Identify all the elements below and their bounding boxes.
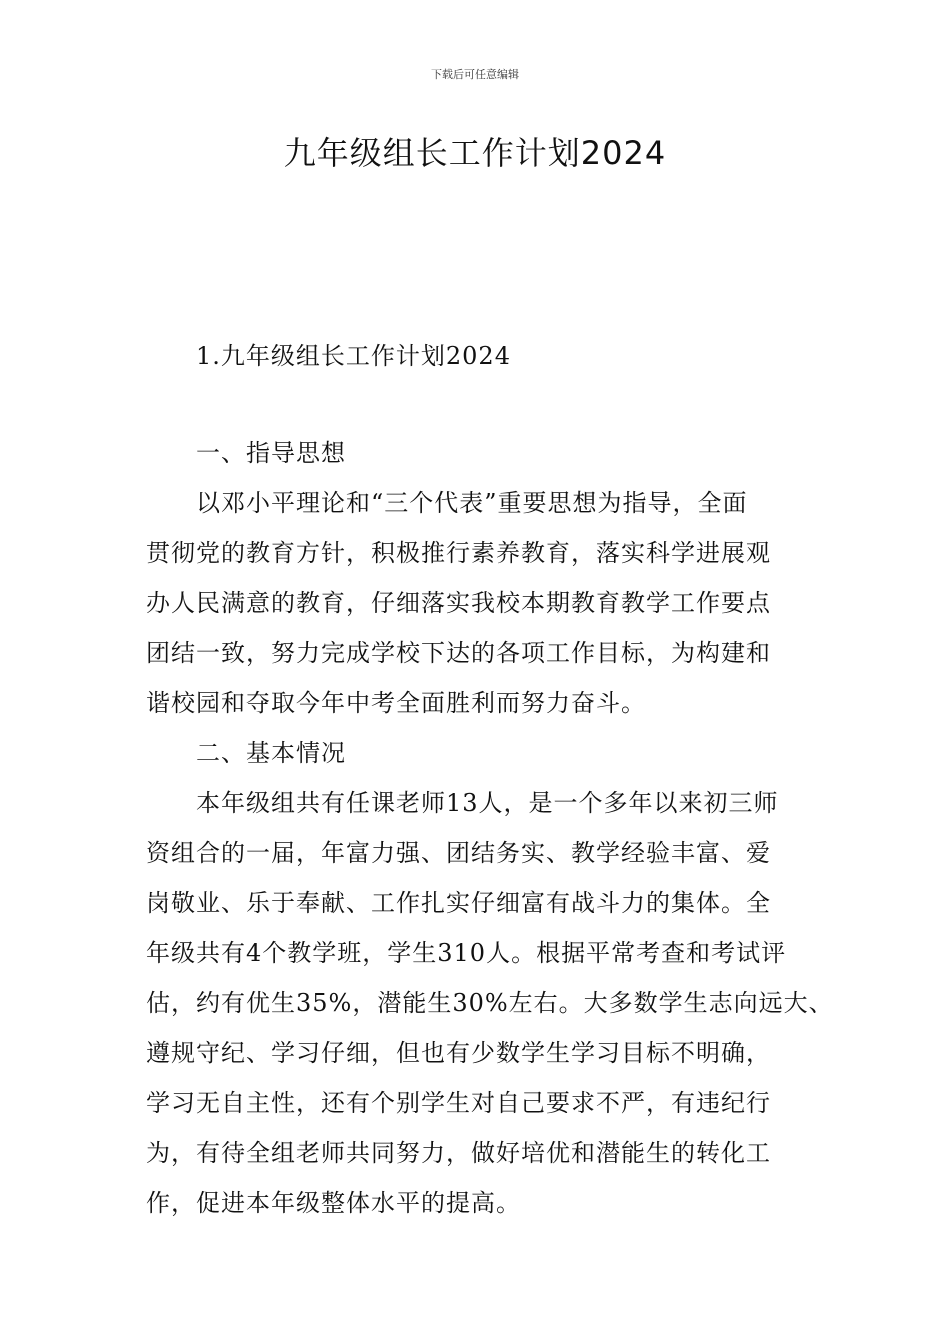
paragraph-line: 团结一致，努力完成学校下达的各项工作目标，为构建和	[146, 639, 771, 667]
paragraph-line: 遵规守纪、学习仔细，但也有少数学生学习目标不明确，	[146, 1039, 771, 1067]
paragraph-line: 岗敬业、乐于奉献、工作扎实仔细富有战斗力的集体。全	[146, 889, 771, 917]
paragraph-line: 为，有待全组老师共同努力，做好培优和潜能生的转化工	[146, 1139, 771, 1167]
header-note: 下载后可任意编辑	[431, 68, 519, 81]
paragraph-line: 以邓小平理论和“三个代表”重要思想为指导，全面	[196, 489, 748, 517]
paragraph-line: 作，促进本年级整体水平的提高。	[146, 1189, 521, 1217]
paragraph-line: 贯彻党的教育方针，积极推行素养教育，落实科学进展观	[146, 539, 771, 567]
paragraph-line: 年级共有4个教学班，学生310人。根据平常考查和考试评	[146, 939, 787, 967]
paragraph-line: 估，约有优生35%，潜能生30%左右。大多数学生志向远大、	[146, 989, 834, 1017]
section-heading: 二、基本情况	[196, 739, 346, 767]
paragraph-line: 谐校园和夺取今年中考全面胜利而努力奋斗。	[146, 689, 646, 717]
paragraph-line: 学习无自主性，还有个别学生对自己要求不严，有违纪行	[146, 1089, 771, 1117]
paragraph-line: 资组合的一届，年富力强、团结务实、教学经验丰富、爱	[146, 839, 771, 867]
document-title: 九年级组长工作计划2024	[283, 134, 667, 172]
section-heading: 一、指导思想	[196, 439, 346, 467]
paragraph-line: 办人民满意的教育，仔细落实我校本期教育教学工作要点	[146, 589, 771, 617]
paragraph-line: 本年级组共有任课老师13人，是一个多年以来初三师	[196, 789, 779, 817]
item-heading: 1.九年级组长工作计划2024	[196, 342, 511, 370]
